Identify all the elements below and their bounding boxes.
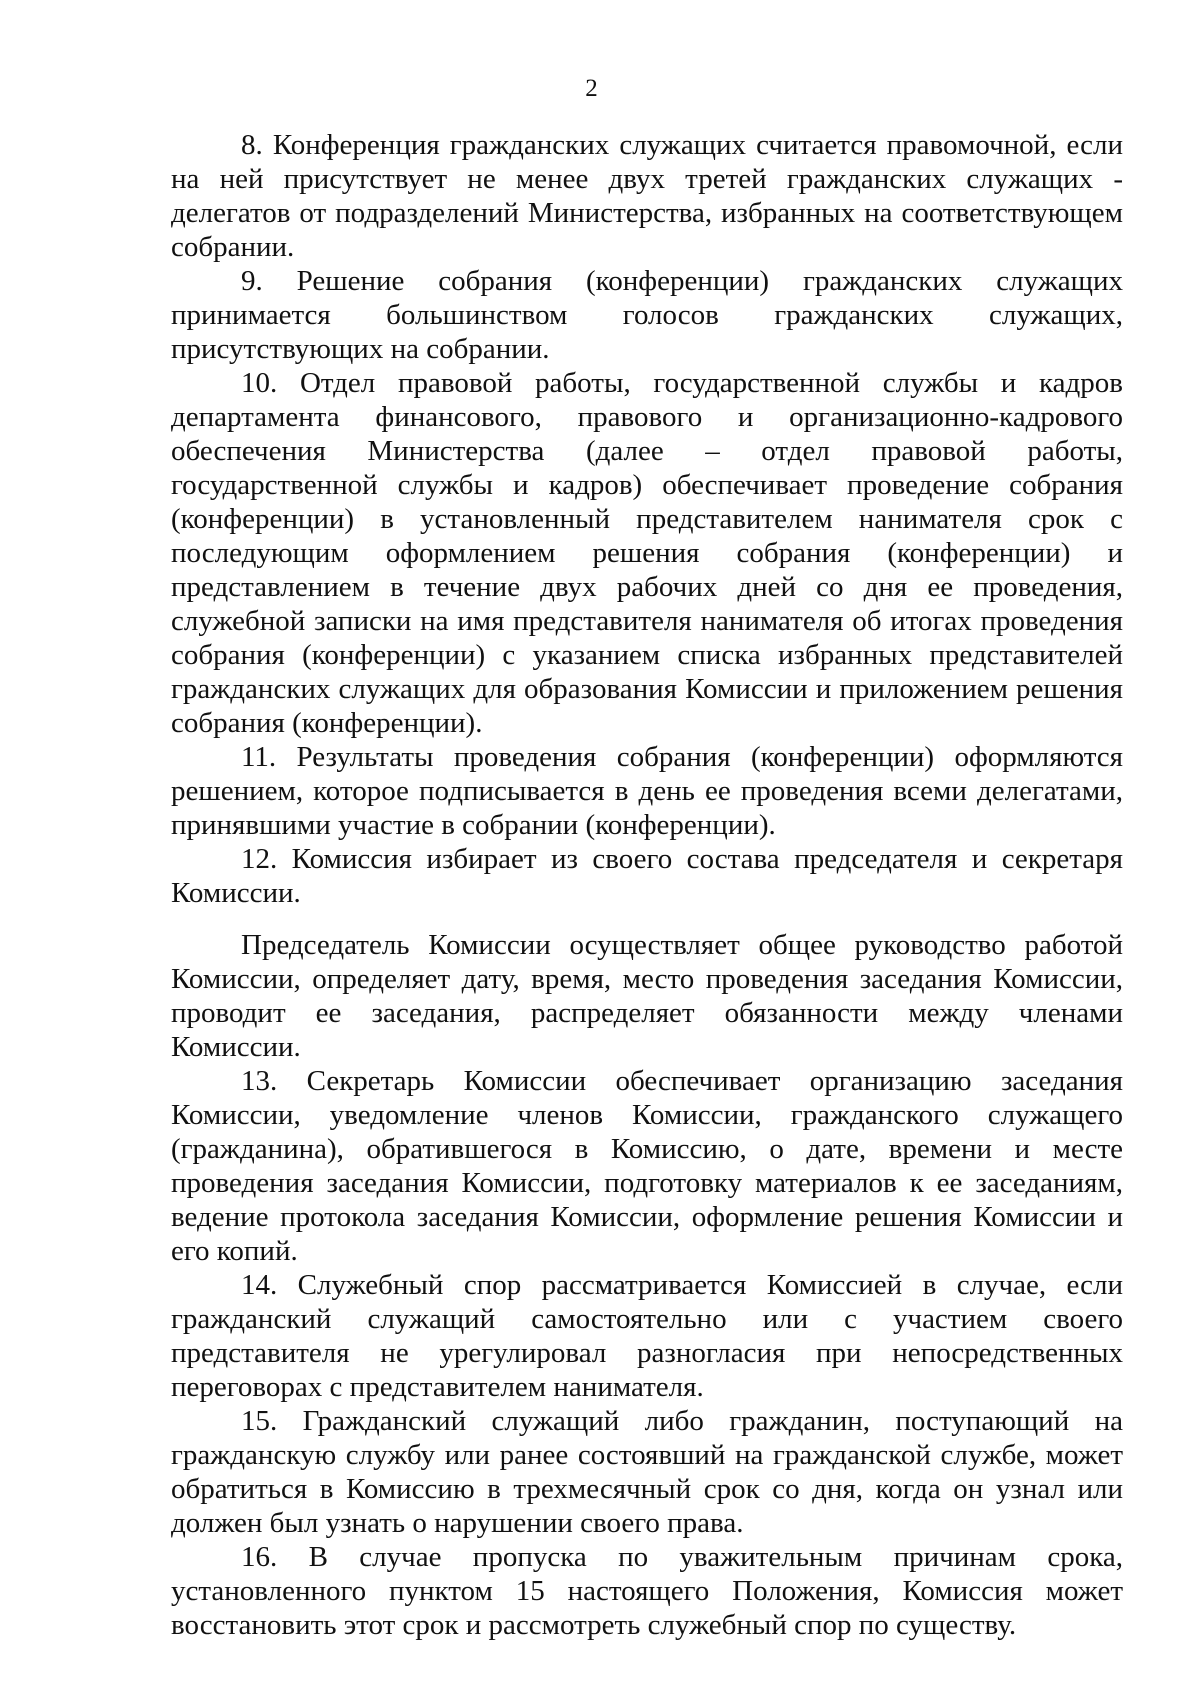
paragraph-13: 13. Секретарь Комиссии обеспечивает организацию заседания Комиссии, уведомление членов Комиссии, гражданского служащего (гражданина), обратившегося в Комиссию, о дате, времени и месте проведения заседания Комиссии, подготовку материалов к ее заседаниям, ведение протокола заседания Комиссии, оформление решения Комиссии и его копий. xyxy=(171,1065,1123,1267)
paragraph-chairman: Председатель Комиссии осуществляет общее руководство работой Комиссии, определяет дату, время, место проведения заседания Комиссии, проводит ее заседания, распределяет обязанности между членами Комиссии. xyxy=(171,929,1123,1063)
paragraph-11: 11. Результаты проведения собрания (конференции) оформляются решением, которое подписывается в день ее проведения всеми делегатами, принявшими участие в собрании (конференции). xyxy=(171,741,1123,841)
paragraph-12: 12. Комиссия избирает из своего состава председателя и секретаря Комиссии. xyxy=(171,843,1123,909)
paragraph-15: 15. Гражданский служащий либо гражданин, поступающий на гражданскую службу или ранее состоявший на гражданской службе, может обратиться в Комиссию в трехмесячный срок со дня, когда он узнал или должен был узнать о нарушении своего права. xyxy=(171,1405,1123,1539)
paragraph-14: 14. Служебный спор рассматривается Комиссией в случае, если гражданский служащий самостоятельно или с участием своего представителя не урегулировал разногласия при непосредственных переговорах с представителем нанимателя. xyxy=(171,1269,1123,1403)
page-number: 2 xyxy=(585,75,598,102)
paragraph-16: 16. В случае пропуска по уважительным причинам срока, установленного пунктом 15 настоящего Положения, Комиссия может восстановить этот срок и рассмотреть служебный спор по существу. xyxy=(171,1541,1123,1641)
paragraph-9: 9. Решение собрания (конференции) гражданских служащих принимается большинством голосов гражданских служащих, присутствующих на собрании. xyxy=(171,265,1123,365)
paragraph-8: 8. Конференция гражданских служащих считается правомочной, если на ней присутствует не менее двух третей гражданских служащих - делегатов от подразделений Министерства, избранных на соответствующем собрании. xyxy=(171,129,1123,263)
paragraph-10: 10. Отдел правовой работы, государственной службы и кадров департамента финансового, правового и организационно-кадрового обеспечения Министерства (далее – отдел правовой работы, государственной службы и кадров) обеспечивает проведение собрания (конференции) в установленный представителем нанимателя срок с последующим оформлением решения собрания (конференции) и представлением в течение двух рабочих дней со дня ее проведения, служебной записки на имя представителя нанимателя об итогах проведения собрания (конференции) с указанием списка избранных представителей гражданских служащих для образования Комиссии и приложением решения собрания (конференции). xyxy=(171,367,1123,739)
document-body xyxy=(171,128,1123,1642)
